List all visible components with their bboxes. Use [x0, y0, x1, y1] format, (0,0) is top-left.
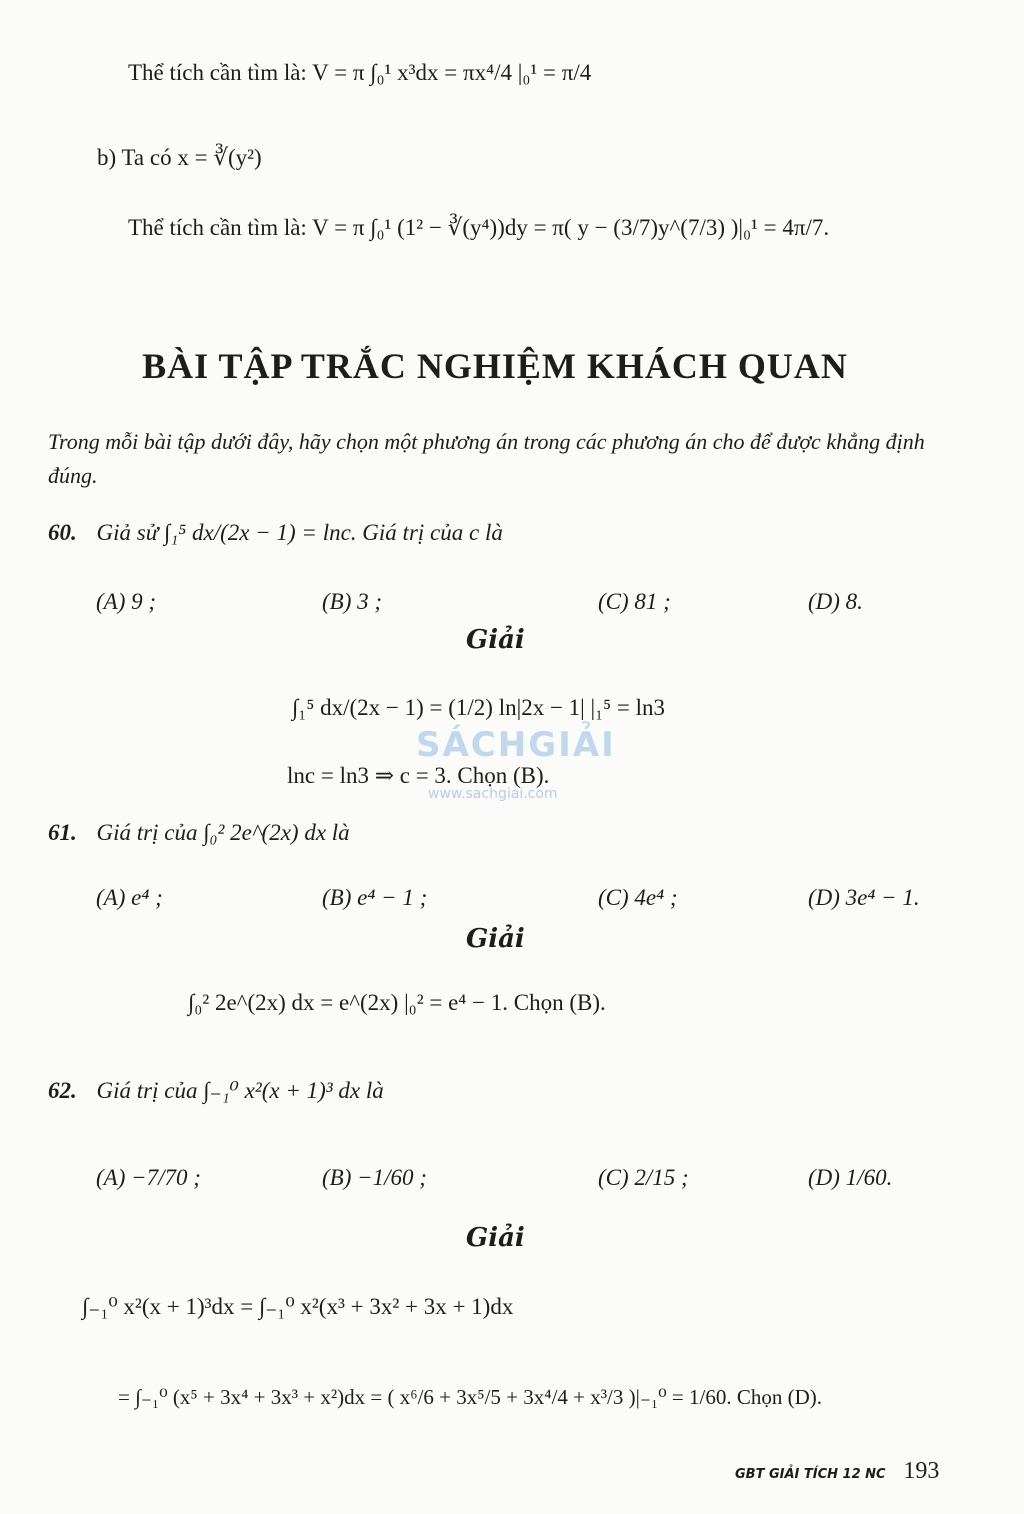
solution-line: ∫₁⁵ dx/(2x − 1) = (1/2) ln|2x − 1| |₁⁵ = ln3: [292, 695, 666, 720]
instructions: Trong mỗi bài tập dưới đây, hãy chọn một phương án trong các phương án cho để được khẳng định đúng.: [48, 429, 925, 488]
question-61: [48, 820, 350, 846]
watermark-url: www.sachgiai.com: [428, 786, 558, 802]
option-d: (D) 1/60.: [808, 1165, 893, 1190]
part-b-line: b) Ta có x = ∛(y²): [97, 145, 262, 170]
solution-heading: Giải: [466, 1223, 525, 1253]
page-number: 193: [903, 1458, 940, 1484]
option-c: (C) 4e⁴ ;: [598, 885, 678, 910]
book-title: GBT GIẢI TÍCH 12 NC: [735, 1467, 886, 1482]
question-text: Giả sử ∫₁⁵ dx/(2x − 1) = lnc. Giá trị của c là: [96, 520, 503, 545]
option-d: (D) 8.: [808, 589, 863, 614]
question-number: 61.: [48, 820, 77, 845]
solution-line: ∫₋₁⁰ x²(x + 1)³dx = ∫₋₁⁰ x²(x³ + 3x² + 3x + 1)dx: [82, 1294, 514, 1319]
volume-a-line: Thể tích cần tìm là: V = π ∫₀¹ x³dx = πx⁴/4 |₀¹ = π/4: [128, 60, 592, 85]
solution-line: lnc = ln3 ⇒ c = 3. Chọn (B).: [287, 763, 550, 788]
question-text: Giá trị của ∫₋₁⁰ x²(x + 1)³ dx là: [96, 1078, 384, 1103]
question-number: 60.: [48, 520, 77, 545]
page-footer: [735, 1458, 939, 1485]
section-title: BÀI TẬP TRẮC NGHIỆM KHÁCH QUAN: [142, 346, 848, 386]
volume-b-line: Thể tích cần tìm là: V = π ∫₀¹ (1² − ∛(y⁴))dy = π( y − (3/7)y^(7/3) )|₀¹ = 4π/7.: [128, 215, 830, 240]
option-b: (B) −1/60 ;: [322, 1165, 427, 1190]
question-number: 62.: [48, 1078, 77, 1103]
watermark-logo: SÁCHGIẢI: [416, 725, 616, 765]
question-text: Giá trị của ∫₀² 2e^(2x) dx là: [96, 820, 350, 845]
question-60: [48, 520, 503, 546]
option-d: (D) 3e⁴ − 1.: [808, 885, 920, 910]
option-b: (B) e⁴ − 1 ;: [322, 885, 428, 910]
solution-line: ∫₀² 2e^(2x) dx = e^(2x) |₀² = e⁴ − 1. Chọn (B).: [188, 990, 606, 1015]
option-a: (A) 9 ;: [96, 589, 157, 614]
solution-heading: Giải: [466, 625, 525, 655]
solution-heading: Giải: [466, 924, 525, 954]
option-c: (C) 2/15 ;: [598, 1165, 689, 1190]
option-a: (A) e⁴ ;: [96, 885, 163, 910]
option-c: (C) 81 ;: [598, 589, 671, 614]
option-b: (B) 3 ;: [322, 589, 383, 614]
question-62: [48, 1078, 384, 1104]
solution-line: = ∫₋₁⁰ (x⁵ + 3x⁴ + 3x³ + x²)dx = ( x⁶/6 + 3x⁵/5 + 3x⁴/4 + x³/3 )|₋₁⁰ = 1/60. Chọn (D).: [118, 1385, 822, 1409]
option-a: (A) −7/70 ;: [96, 1165, 201, 1190]
